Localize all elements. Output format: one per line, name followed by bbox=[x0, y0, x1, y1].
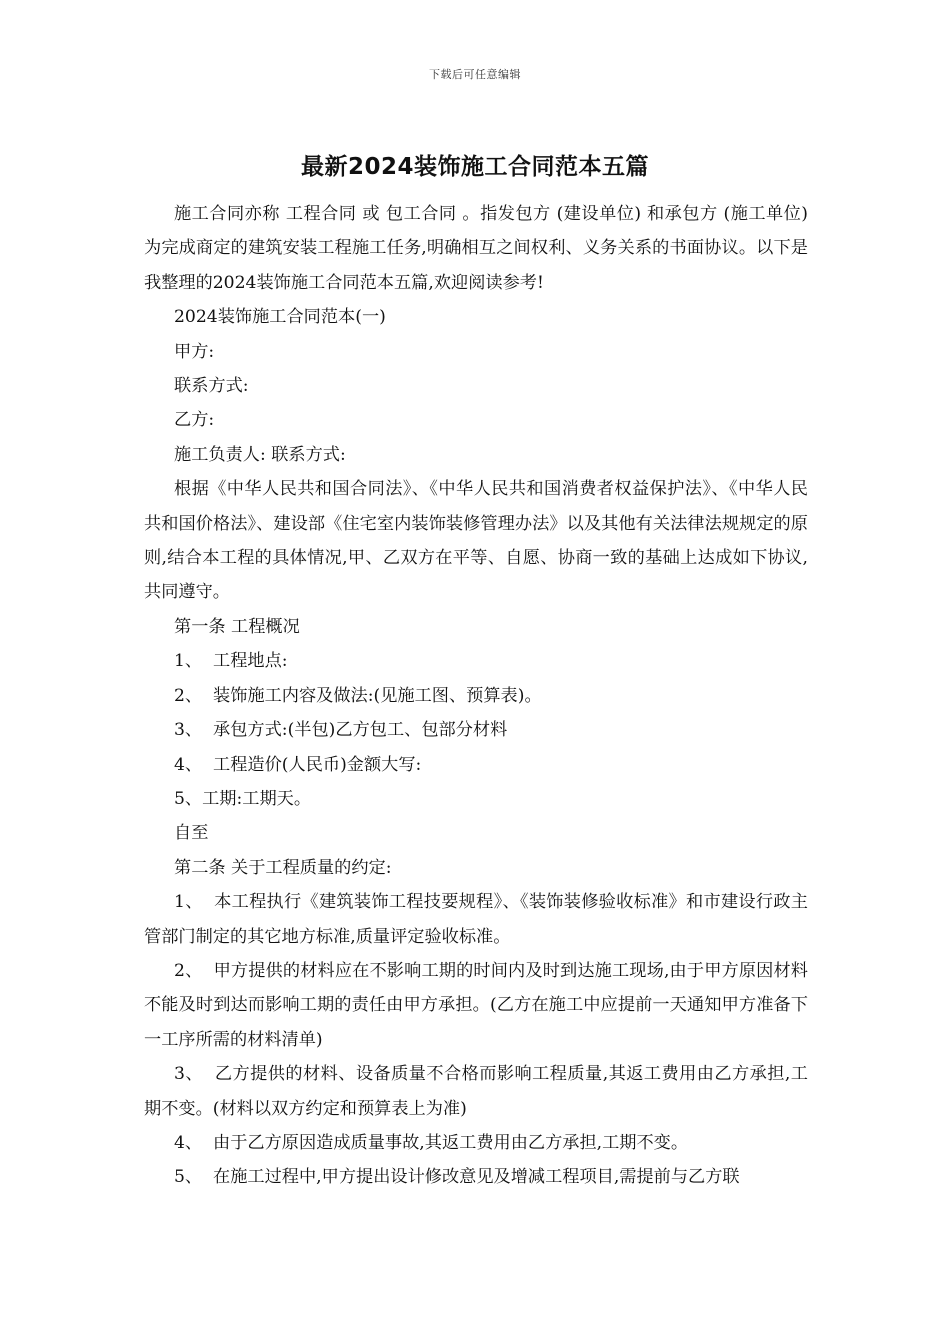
clause-item: 3、 承包方式:(半包)乙方包工、包部分材料 bbox=[174, 720, 508, 741]
section-heading: 2024装饰施工合同范本(一) bbox=[174, 307, 386, 328]
clause-item: 5、 在施工过程中,甲方提出设计修改意见及增减工程项目,需提前与乙方联 bbox=[174, 1167, 740, 1188]
construction-lead-line: 施工负责人: 联系方式: bbox=[174, 444, 346, 465]
document-title: 最新2024装饰施工合同范本五篇 bbox=[300, 154, 649, 180]
clause-item: 1、 本工程执行《建筑装饰工程技要规程》、《装饰装修验收标准》和市建设行政主管部门制定的其它地方标准,质量评定验收标准。 bbox=[144, 892, 808, 947]
clause-item: 2、 甲方提供的材料应在不影响工期的时间内及时到达施工现场,由于甲方原因材料不能及时到达而影响工期的责任由甲方承担。(乙方在施工中应提前一天通知甲方准备下一工序所需的材料清单) bbox=[144, 960, 808, 1050]
date-range-line: 自至 bbox=[174, 823, 209, 844]
party-b-line: 乙方: bbox=[174, 410, 215, 431]
party-a-line: 甲方: bbox=[174, 341, 215, 362]
intro-paragraph: 施工合同亦称 工程合同 或 包工合同 。指发包方 (建设单位) 和承包方 (施工单位) 为完成商定的建筑安装工程施工任务,明确相互之间权利、义务关系的书面协议。以下是我整理的2024装饰施工合同范本五篇,欢迎阅读参考! bbox=[144, 204, 814, 293]
contact-line: 联系方式: bbox=[174, 376, 249, 397]
clause-item: 4、 由于乙方原因造成质量事故,其返工费用由乙方承担,工期不变。 bbox=[174, 1132, 689, 1153]
clause-item: 2、 装饰施工内容及做法:(见施工图、预算表)。 bbox=[174, 685, 542, 706]
clause-item: 5、工期:工期天。 bbox=[174, 788, 312, 809]
document-body bbox=[144, 197, 814, 1195]
page-header-note: 下载后可任意编辑 bbox=[429, 68, 521, 81]
legal-basis-paragraph: 根据《中华人民共和国合同法》、《中华人民共和国消费者权益保护法》、《中华人民共和国价格法》、建设部《住宅室内装饰装修管理办法》以及其他有关法律法规规定的原则,结合本工程的具体情况,甲、乙双方在平等、自愿、协商一致的基础上达成如下协议,共同遵守。 bbox=[144, 479, 808, 603]
clause-item: 1、 工程地点: bbox=[174, 651, 288, 672]
article-heading: 第二条 关于工程质量的约定: bbox=[174, 857, 392, 878]
article-heading: 第一条 工程概况 bbox=[174, 616, 300, 637]
clause-item: 3、 乙方提供的材料、设备质量不合格而影响工程质量,其返工费用由乙方承担,工期不变。(材料以双方约定和预算表上为准) bbox=[144, 1064, 808, 1119]
clause-item: 4、 工程造价(人民币)金额大写: bbox=[174, 754, 422, 775]
